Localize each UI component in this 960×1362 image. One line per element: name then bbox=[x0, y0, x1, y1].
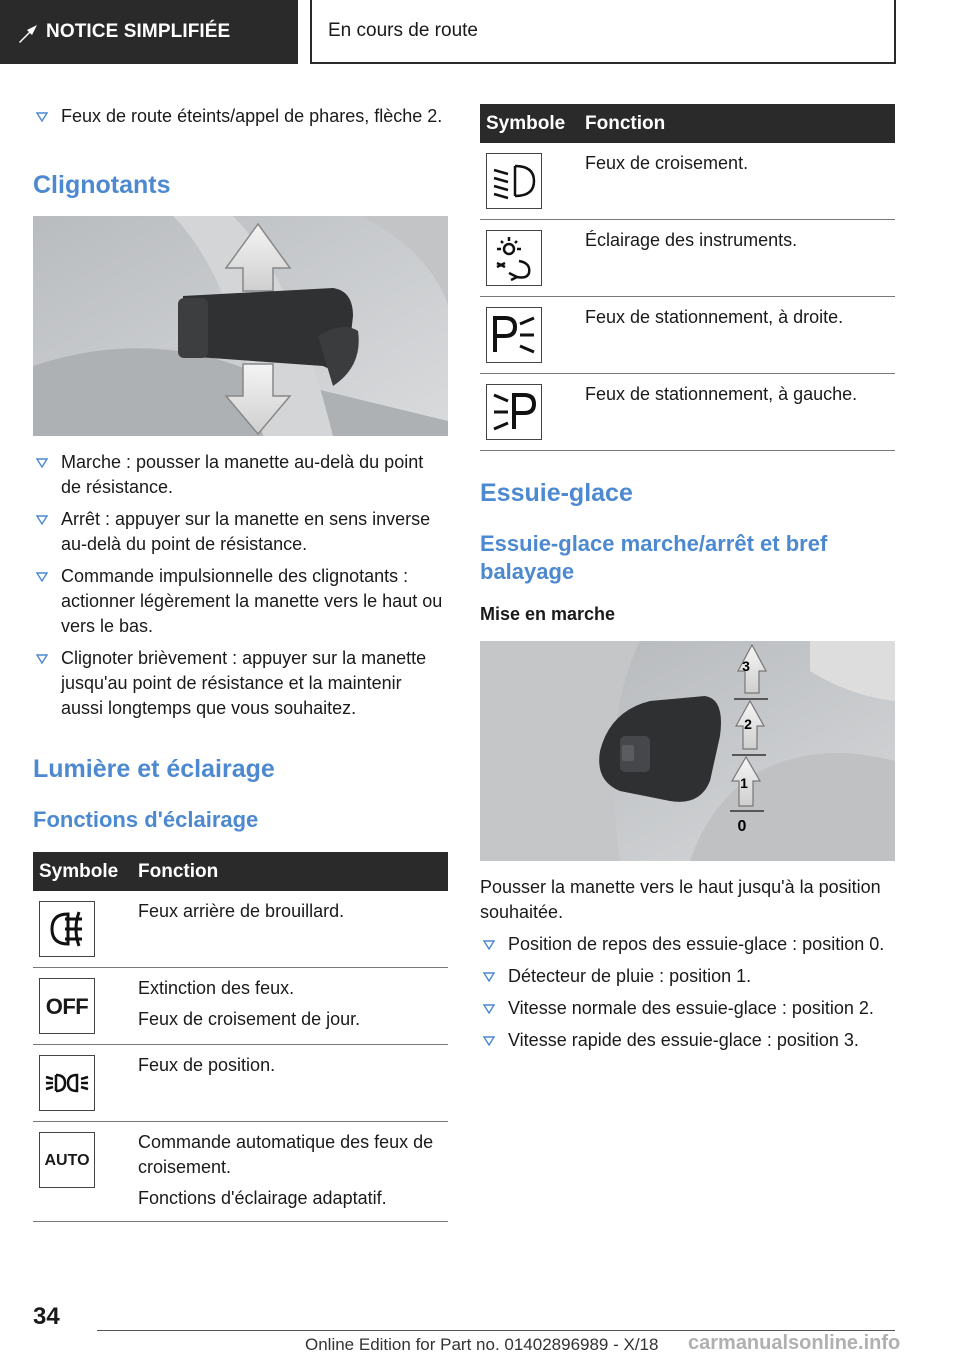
list-item: Marche : pousser la manette au-delà du point de résistance. bbox=[33, 450, 448, 500]
list-item: Vitesse rapide des essuie-glace : position 3. bbox=[480, 1028, 895, 1053]
table-row: Feux de stationnement, à droite. bbox=[480, 297, 895, 374]
essuie-glace-heading: Essuie-glace bbox=[480, 479, 633, 507]
bullet-triangle-icon bbox=[36, 112, 48, 122]
page-number: 34 bbox=[33, 1303, 60, 1330]
table-row: Éclairage des instruments. bbox=[480, 220, 895, 297]
left-column bbox=[33, 104, 448, 1222]
bullet-triangle-icon bbox=[36, 515, 48, 525]
wiper-stalk-photo bbox=[480, 641, 895, 861]
mise-en-marche-heading: Mise en marche bbox=[480, 604, 616, 624]
clignotants-list bbox=[33, 450, 448, 721]
table-row: Feux de stationnement, à gauche. bbox=[480, 374, 895, 451]
intro-list bbox=[33, 104, 448, 129]
list-item: Détecteur de pluie : position 1. bbox=[480, 964, 895, 989]
position-lights-icon bbox=[39, 1055, 95, 1111]
right-column bbox=[480, 104, 895, 1060]
turn-signal-stalk-photo bbox=[33, 216, 448, 436]
list-item: Clignoter brièvement : appuyer sur la manette jusqu'au point de résistance et la maintenir aussi longtemps que vous souhaitez. bbox=[33, 646, 448, 721]
off-icon: OFF bbox=[39, 978, 95, 1034]
footer-divider bbox=[97, 1330, 895, 1331]
bullet-triangle-icon bbox=[483, 972, 495, 982]
lighting-functions-table-right bbox=[480, 104, 895, 451]
list-item: Commande impulsionnelle des clignotants : actionner légèrement la manette vers le haut ou vers le bas. bbox=[33, 564, 448, 639]
position-1-label: 1 bbox=[740, 775, 748, 791]
chapter-title-text: En cours de route bbox=[328, 20, 478, 41]
table-row: Feux arrière de brouillard. bbox=[33, 891, 448, 968]
wiper-positions-list bbox=[480, 932, 895, 1053]
table-header-row bbox=[33, 852, 448, 891]
list-item: Vitesse normale des essuie-glace : position 2. bbox=[480, 996, 895, 1021]
page-header bbox=[0, 0, 960, 66]
chapter-title bbox=[310, 0, 896, 64]
lighting-functions-table-left bbox=[33, 852, 448, 1222]
essuie-glace-subheading: Essuie-glace marche/arrêt et bref balayage bbox=[480, 531, 828, 584]
rear-fog-light-icon bbox=[39, 901, 95, 957]
list-item: Feux de route éteints/appel de phares, flèche 2. bbox=[33, 104, 448, 129]
list-item: Position de repos des essuie-glace : position 0. bbox=[480, 932, 895, 957]
parking-light-right-icon bbox=[486, 307, 542, 363]
bullet-triangle-icon bbox=[483, 1004, 495, 1014]
low-beam-icon bbox=[486, 153, 542, 209]
fonctions-heading: Fonctions d'éclairage bbox=[33, 807, 259, 832]
parking-light-left-icon bbox=[486, 384, 542, 440]
table-header-row bbox=[480, 104, 895, 143]
stalk-illustration bbox=[33, 216, 448, 436]
bullet-triangle-icon bbox=[36, 654, 48, 664]
column-header-fonction: Fonction bbox=[132, 852, 448, 891]
bullet-triangle-icon bbox=[36, 458, 48, 468]
position-0-label: 0 bbox=[737, 818, 747, 835]
position-3-label: 3 bbox=[742, 658, 750, 674]
section-tab[interactable] bbox=[0, 0, 298, 64]
wiper-instructions: Pousser la manette vers le haut jusqu'à la position souhaitée. bbox=[480, 877, 881, 922]
lumiere-heading: Lumière et éclairage bbox=[33, 755, 275, 783]
clignotants-heading: Clignotants bbox=[33, 171, 171, 199]
wiper-illustration bbox=[480, 641, 895, 861]
quick-reference-icon bbox=[16, 22, 40, 46]
bullet-triangle-icon bbox=[483, 940, 495, 950]
bullet-triangle-icon bbox=[36, 572, 48, 582]
bullet-triangle-icon bbox=[483, 1036, 495, 1046]
section-tab-label: NOTICE SIMPLIFIÉE bbox=[46, 21, 231, 42]
instrument-lighting-icon bbox=[486, 230, 542, 286]
list-item: Arrêt : appuyer sur la manette en sens inverse au-delà du point de résistance. bbox=[33, 507, 448, 557]
watermark: carmanualsonline.info bbox=[688, 1332, 901, 1354]
table-row: AUTO Commande automatique des feux de croisement. Fonctions d'éclairage adaptatif. bbox=[33, 1122, 448, 1222]
table-row: Feux de croisement. bbox=[480, 143, 895, 220]
table-row: OFF Extinction des feux. Feux de croisement de jour. bbox=[33, 968, 448, 1045]
auto-icon: AUTO bbox=[39, 1132, 95, 1188]
column-header-symbole: Symbole bbox=[480, 104, 579, 143]
edition-info: Online Edition for Part no. 01402896989 - X/18 bbox=[305, 1335, 659, 1354]
column-header-fonction: Fonction bbox=[579, 104, 895, 143]
column-header-symbole: Symbole bbox=[33, 852, 132, 891]
table-row: Feux de position. bbox=[33, 1045, 448, 1122]
position-2-label: 2 bbox=[744, 716, 752, 732]
